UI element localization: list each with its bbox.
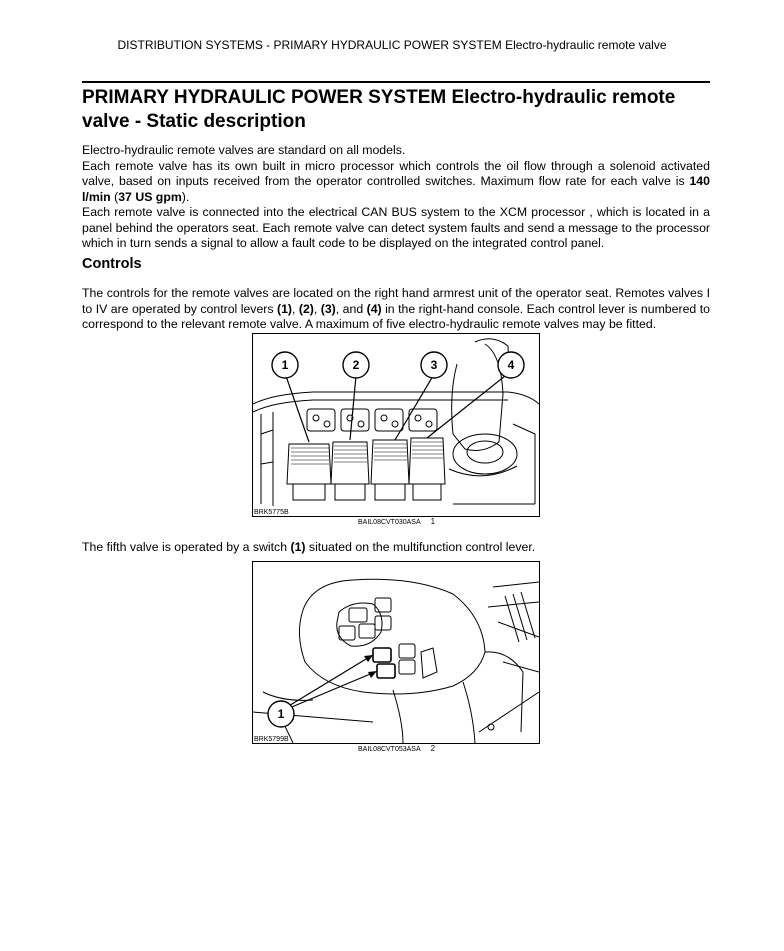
callout-3 — [421, 352, 447, 378]
callout-1 — [272, 352, 298, 378]
callout-3-label: 3 — [430, 358, 438, 372]
figure-armrest-levers — [252, 333, 540, 517]
figure-multifunction-lever — [252, 561, 540, 744]
figure-2-caption-code: BAIL08CVT053ASA — [358, 746, 421, 753]
figure-1-caption — [358, 517, 435, 526]
running-header: DISTRIBUTION SYSTEMS - PRIMARY HYDRAULIC POWER SYSTEM Electro-hydraulic remote valve — [117, 38, 667, 52]
figure-1-code: BRK5775B — [254, 509, 289, 516]
controls-paragraph — [82, 286, 710, 333]
flow-paren-close: ). — [181, 189, 190, 204]
controls-text-a: The controls for the remote valves are located on the right hand armrest unit of the operator seat. Remotes valves I to IV are operated by control levers — [82, 286, 710, 316]
controls-heading: Controls — [82, 256, 142, 272]
callout-1-label: 1 — [281, 358, 289, 372]
callout-2 — [343, 352, 369, 378]
armrest-levers-illustration — [253, 334, 539, 516]
multifunction-lever-illustration — [253, 562, 539, 743]
fifth-valve-paragraph — [82, 540, 710, 556]
callout-2-label: 2 — [352, 358, 360, 372]
controls-sep-1: , — [292, 301, 299, 316]
page-title: PRIMARY HYDRAULIC POWER SYSTEM Electro-hydraulic remote valve - Static description — [82, 87, 676, 132]
fifth-valve-text-b: situated on the multifunction control lever. — [305, 540, 536, 554]
figure-1-number: 1 — [430, 517, 436, 526]
ref-lever-3: (3) — [320, 301, 336, 316]
controls-text-b: in the right-hand console. Each control lever is numbered to correspond to the relevant remote valve. A maximum of five electro-hydraulic remote valves may be fitted. — [82, 301, 710, 331]
callout-4-label: 4 — [507, 358, 515, 372]
intro-micro-processor-text: Each remote valve has its own built in micro processor which controls the oil flow through a solenoid activated valve, based on inputs received from the operator controlled switches. Maximum flow rate for each valve is — [82, 158, 710, 188]
ref-lever-2: (2) — [298, 301, 314, 316]
flow-rate-usgpm: 37 US gpm — [118, 189, 182, 204]
flow-rate-lmin: 140 l/min — [82, 174, 710, 204]
callout-switch-1-label: 1 — [277, 707, 285, 721]
figure-2-number: 2 — [430, 744, 436, 753]
figure-1-caption-code: BAIL08CVT030ASA — [358, 519, 421, 526]
header-rule — [82, 81, 710, 83]
callout-switch-1 — [268, 701, 294, 727]
intro-can-bus-text: Each remote valve is connected into the electrical CAN BUS system to the XCM processor , which is located in a panel behind the operators seat. Each remote valve can detect system faults and send a message to the processor which in turn sends a signal to allow a fault code to be displayed on the integrated control panel. — [82, 205, 710, 250]
intro-line-standard: Electro-hydraulic remote valves are standard on all models. — [82, 143, 406, 157]
callout-4 — [498, 352, 524, 378]
controls-sep-3: , and — [335, 301, 367, 316]
controls-sep-2: , — [313, 301, 321, 316]
figure-2-code: BRK5799B — [254, 736, 289, 743]
intro-paragraph — [82, 143, 710, 252]
figure-2-caption — [358, 744, 435, 753]
ref-lever-1: (1) — [276, 301, 292, 316]
fifth-valve-text-a: The fifth valve is operated by a switch — [82, 540, 291, 554]
ref-switch-1: (1) — [290, 540, 306, 554]
flow-paren-open: ( — [110, 189, 119, 204]
ref-lever-4: (4) — [366, 301, 382, 316]
